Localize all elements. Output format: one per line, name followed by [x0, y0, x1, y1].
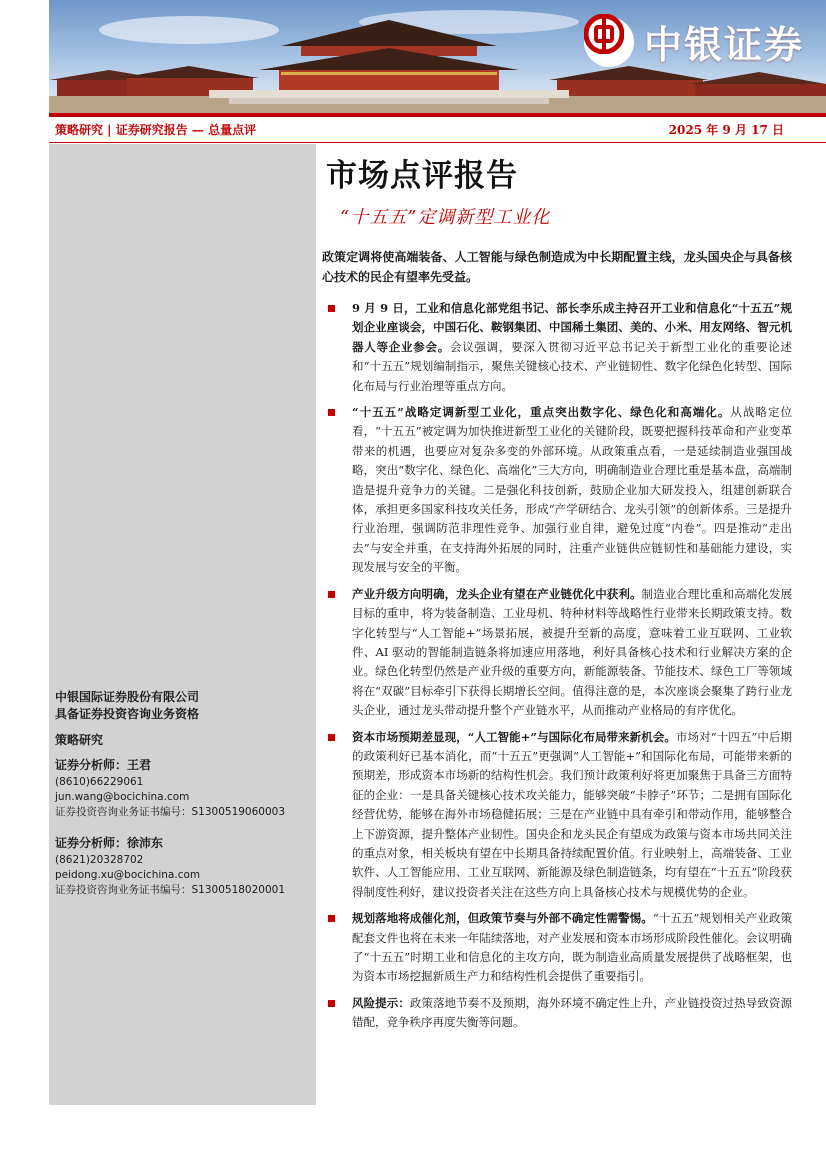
list-item	[322, 403, 792, 578]
square-bullet-icon	[328, 409, 335, 416]
report-subtitle: “十五五”定调新型工业化	[340, 207, 551, 228]
analyst-phone: (8610)66229061	[55, 776, 144, 788]
square-bullet-icon	[328, 1000, 335, 1007]
left-sidebar	[49, 144, 316, 1105]
bullet-body: 会议强调，要深入贯彻习近平总书记关于新型工业化的重要论述和“十五五”规划编制指示，聚焦关键核心技术、产业链韧性、数字化绿色化转型、国际化布局与行业治理等重点方向。	[352, 339, 793, 393]
report-category: 策略研究 | 证券研究报告 — 总量点评	[55, 123, 257, 137]
bullet-heading: 9 月 9 日，工业和信息化部党组书记、部长李乐成主持召开工业和信息化“十五五”规划企业座谈会，中国石化、鞍钢集团、中国稀土集团、美的、小米、用友网络、智元机器人等企业参会。	[352, 301, 792, 354]
company-logo	[584, 14, 804, 69]
list-item	[322, 728, 792, 903]
square-bullet-icon	[328, 591, 335, 598]
report-summary: 政策定调将使高端装备、人工智能与绿色制造成为中长期配置主线，龙头国央企与具备核心技术的民企有望率先受益。	[322, 250, 792, 284]
analyst-name: 证券分析师：王君	[55, 758, 152, 772]
analyst-card	[55, 836, 313, 898]
bullet-body: 市场对“十四五”中后期的政策利好已基本消化，而“十五五”更强调“人工智能+”和国际化布局，可能带来新的预期差，形成资本市场新的结构性机会。我们预计政策利好将更加聚焦于具备三方面特征的企业：一是具备关键核心技术攻关能力，能够突破“卡脖子”环节；二是拥有国际化经营优势，能够在海外市场稳健拓展；三是在产业链中具有牵引和带动作用，能够整合上下游资源，提升整体产业韧性。国央企和龙头民企有望成为政策与资本市场共同关注的重点对象，相关板块有望在中长期具备持续配置价值。行业映射上，高端装备、工业软件、人工智能应用、工业互联网、新能源及绿色制造链条，均有望在“十五五”阶段获得制度性利好，建议投资者关注在这些方向上具备核心技术与规模优势的企业。	[352, 729, 792, 899]
report-title: 市场点评报告	[326, 158, 518, 194]
bullet-heading: 风险提示：	[352, 995, 410, 1010]
main-content	[322, 150, 792, 1040]
analyst-card	[55, 758, 313, 820]
department: 策略研究	[55, 733, 104, 747]
analyst-cert: 证券投资咨询业务证书编号：S1300519060003	[55, 806, 286, 818]
square-bullet-icon	[328, 915, 335, 922]
logo-text: 中银证券	[643, 23, 804, 67]
analyst-name: 证券分析师：徐沛东	[55, 836, 164, 850]
analyst-email[interactable]: peidong.xu@bocichina.com	[55, 869, 201, 881]
sidebar-info	[55, 689, 313, 914]
bullet-heading: 规划落地将成催化剂，但政策节奏与外部不确定性需警惕。	[352, 911, 653, 926]
bullet-heading: 资本市场预期差显现，“人工智能+”与国际化布局带来新机会。	[352, 729, 676, 744]
bullet-body: 从战略定位看，“十五五”被定调为加快推进新型工业化的关键阶段，既要把握科技革命和产业变革带来的机遇，也要应对复杂多变的外部环境。从政策重点看，一是延续制造业强国战略，突出“数字化、绿色化、高端化”三大方向，明确制造业合理比重是基本盘，高端制造是提升竞争力的关键。二是强化科技创新，鼓励企业加大研发投入，组建创新联合体，承担更多国家科技攻关任务，形成“产学研结合、龙头引领”的创新体系。三是提升行业治理，强调防范非理性竞争、加强行业自律，避免过度“内卷”。四是推动“走出去”与安全并重，在支持海外拓展的同时，注重产业链供应链韧性和基础能力建设，实现发展与安全的平衡。	[352, 405, 792, 575]
list-item	[322, 994, 792, 1033]
square-bullet-icon	[328, 734, 335, 741]
bullet-heading: “十五五”战略定调新型工业化，重点突出数字化、绿色化和高端化。	[352, 405, 731, 420]
bullet-body: “十五五”规划相关产业政策配套文件也将在未来一年陆续落地，对产业发展和资本市场形成阶段性催化。会议明确了“十五五”时期工业和信息化的主攻方向，既为制造业高质量发展提供了战略框架，也为资本市场挖掘新质生产力和结构性机会提供了重要指引。	[352, 911, 792, 984]
analyst-email[interactable]: jun.wang@bocichina.com	[55, 791, 190, 803]
boc-logo-icon	[584, 17, 634, 67]
list-item	[322, 299, 792, 396]
bullet-list	[322, 299, 792, 1033]
list-item	[322, 585, 792, 721]
company-qualification: 具备证券投资咨询业务资格	[55, 707, 200, 721]
analyst-phone: (8621)20328702	[55, 854, 144, 866]
report-date: 2025 年 9 月 17 日	[668, 123, 784, 137]
list-item	[322, 909, 792, 987]
bullet-body: 政策落地节奏不及预期，海外环境不确定性上升，产业链投资过热导致资源错配，竞争秩序再度失衡等问题。	[352, 995, 792, 1030]
company-name: 中银国际证券股份有限公司	[55, 690, 200, 704]
bullet-body: 制造业合理比重和高端化发展目标的重申，将为装备制造、工业母机、特种材料等战略性行业带来长期政策支持。数字化转型与“人工智能+”场景拓展，被提升至新的高度，意味着工业互联网、工业软件、AI 驱动的智能制造链条将加速应用落地，利好具备核心技术和行业解决方案的企业。绿色化转型仍然是产业升级的重要方向，新能源装备、节能技术、绿色工厂等领域将在“双碳”目标牵引下获得长期增长空间。值得注意的是，本次座谈会聚集了跨行业龙头企业，通过龙头带动提升整个产业链水平，从而推动产业格局的有序优化。	[352, 586, 793, 718]
square-bullet-icon	[328, 305, 335, 312]
analyst-cert: 证券投资咨询业务证书编号：S1300518020001	[55, 884, 286, 896]
header-banner	[49, 0, 826, 113]
category-strip	[49, 117, 826, 143]
bullet-heading: 产业升级方向明确，龙头企业有望在产业链优化中获利。	[352, 586, 642, 601]
